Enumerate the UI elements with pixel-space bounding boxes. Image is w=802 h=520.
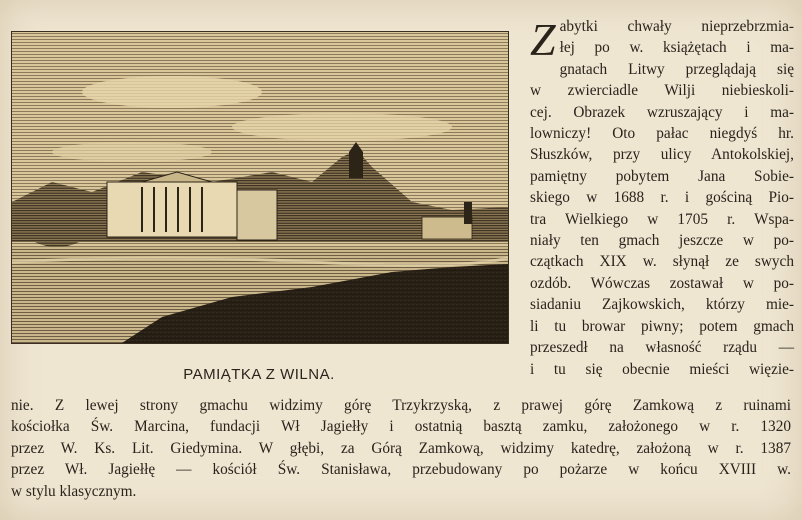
text-line: niały ten gmach jeszcze w po- (530, 232, 794, 250)
text-line: skiego w 1688 r. i gościną Pio- (530, 189, 794, 207)
right-column-text (530, 16, 794, 380)
text-line: gnatach Litwy przeglądają się (559, 60, 794, 78)
text-line: w stylu klasycznym. (11, 482, 137, 500)
text-line: tra Wielkiego w 1705 r. Wspa- (530, 210, 794, 228)
text-line: przeszedł na własność rządu — (530, 339, 794, 357)
text-line: przez W. Ks. Lit. Giedymina. W głębi, za Górą Zamkową, widzimy katedrę, założoną w r. 1387 (11, 439, 791, 457)
text-line: ozdób. Wówczas zostawał w po- (530, 274, 794, 292)
text-line: pamiętny pobytem Jana Sobie- (530, 167, 794, 185)
text-line: w zwierciadle Wilji niebieskoli- (530, 82, 794, 100)
text-line: łej po w. książętach i ma- (559, 39, 794, 57)
text-line: i tu się obecnie mieści więzie- (530, 360, 794, 378)
engraving-illustration (11, 31, 509, 344)
text-line: kościołka Św. Marcina, fundacji Wł Jagiełły i ostatnią basztą zamku, założonego w r. 1320 (11, 418, 791, 436)
text-line: li tu browar piwny; potem gmach (530, 317, 794, 335)
text-line: przez Wł. Jagiełłę — kościół Św. Stanisława, przebudowany po pożarze w końcu XVIII w. (11, 461, 791, 479)
illustration-caption: PAMIĄTKA Z WILNA. (183, 366, 335, 383)
text-line: nie. Z lewej strony gmachu widzimy górę Trzykrzyską, z prawej górę Zamkową z ruinami (11, 397, 791, 414)
drop-cap-initial: Z (530, 14, 556, 65)
text-line: cej. Obrazek wzruszający i ma- (530, 103, 794, 121)
text-line: siadaniu Zajkowskich, którzy mie- (530, 296, 794, 314)
text-line: abytki chwały nieprzebrzmia- (559, 18, 794, 35)
text-line: czątkach XIX w. słynął ze swych (530, 253, 794, 271)
text-line: Słuszków, przy ulicy Antokolskiej, (530, 146, 794, 164)
river-palace-engraving (12, 32, 508, 343)
bottom-paragraph (11, 395, 791, 502)
text-line: lowniczy! Oto pałac niegdyś hr. (530, 125, 794, 143)
